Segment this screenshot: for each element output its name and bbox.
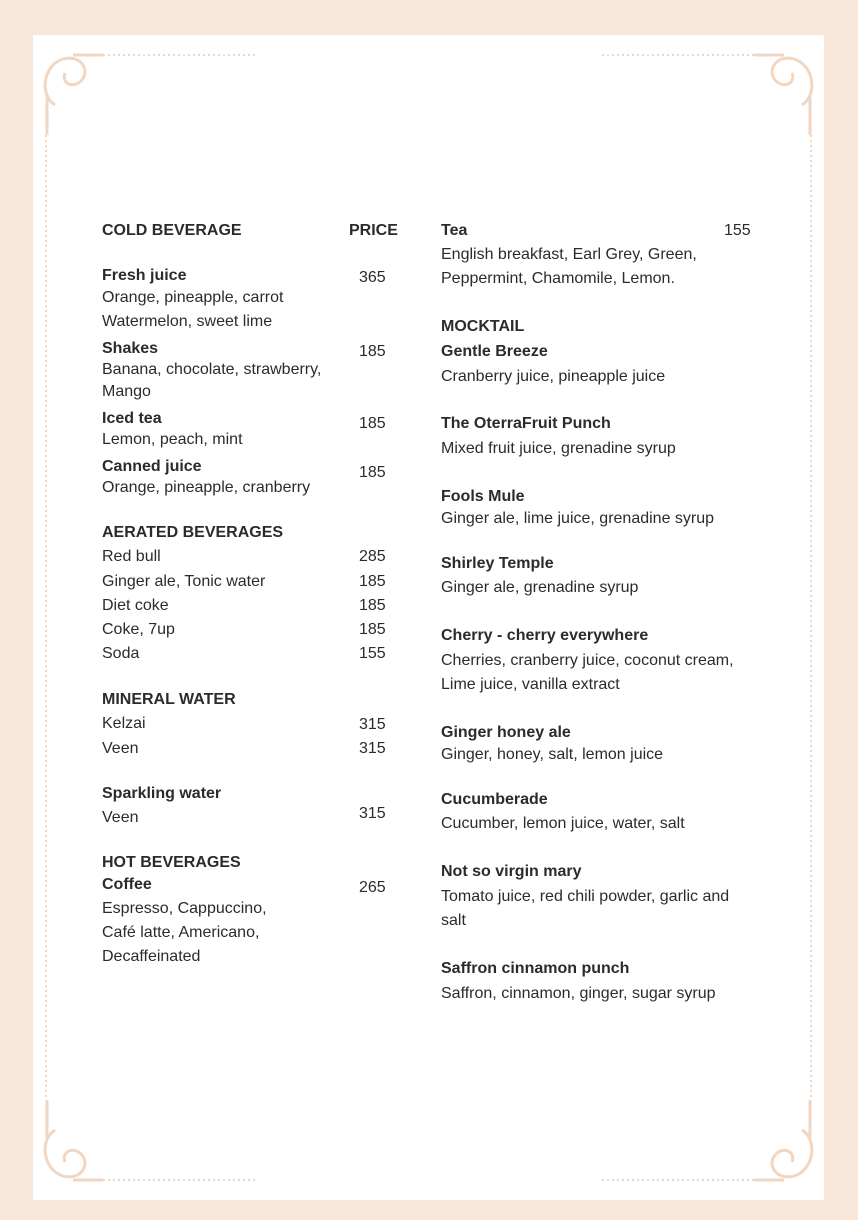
list-item: Soda [102,645,140,662]
item-desc: Watermelon, sweet lime [102,313,273,330]
sparkling-heading: Sparkling water [102,785,222,802]
item-price: 365 [359,269,386,286]
item-name: Iced tea [102,410,162,427]
aerated-heading: AERATED BEVERAGES [102,524,284,541]
list-item: Red bull [102,548,161,565]
item-name: Cherry - cherry everywhere [441,627,649,644]
item-desc: Tomato juice, red chili powder, garlic and [441,888,730,905]
item-name: Fresh juice [102,267,187,284]
item-desc: English breakfast, Earl Grey, Green, [441,246,697,263]
item-desc: salt [441,912,466,929]
item-name: Shakes [102,340,159,357]
item-name: Tea [441,222,468,239]
item-price: 185 [359,343,386,360]
list-item: Veen [102,809,139,826]
item-desc: Banana, chocolate, strawberry, [102,361,322,378]
item-desc: Orange, pineapple, carrot [102,289,284,306]
cold-beverage-heading: COLD BEVERAGE [102,222,242,239]
item-name: Fools Mule [441,488,525,505]
item-name: Ginger honey ale [441,724,571,741]
item-desc: Decaffeinated [102,948,201,965]
item-price: 185 [359,573,386,590]
item-desc: Espresso, Cappuccino, [102,900,267,917]
item-desc: Peppermint, Chamomile, Lemon. [441,270,675,287]
item-desc: Saffron, cinnamon, ginger, sugar syrup [441,985,716,1002]
item-name: Gentle Breeze [441,343,548,360]
item-desc: Cucumber, lemon juice, water, salt [441,815,685,832]
mineral-heading: MINERAL WATER [102,691,236,708]
item-desc: Café latte, Americano, [102,924,260,941]
item-name: Saffron cinnamon punch [441,960,630,977]
item-price: 185 [359,597,386,614]
item-desc: Lemon, peach, mint [102,431,243,448]
item-price: 265 [359,879,386,896]
item-price: 155 [359,645,386,662]
list-item: Diet coke [102,597,169,614]
item-desc: Ginger ale, lime juice, grenadine syrup [441,510,715,527]
price-heading: PRICE [349,222,398,239]
item-price: 315 [359,740,386,757]
list-item: Veen [102,740,139,757]
item-price: 185 [359,621,386,638]
item-desc: Orange, pineapple, cranberry [102,479,311,496]
list-item: Kelzai [102,715,146,732]
item-desc: Lime juice, vanilla extract [441,676,620,693]
list-item: Coke, 7up [102,621,175,638]
list-item: Ginger ale, Tonic water [102,573,266,590]
item-price: 315 [359,716,386,733]
item-name: Cucumberade [441,791,548,808]
item-desc: Ginger ale, grenadine syrup [441,579,639,596]
item-price: 185 [359,415,386,432]
item-name: Canned juice [102,458,202,475]
item-name: The OterraFruit Punch [441,415,611,432]
item-desc: Mango [102,383,151,400]
item-name: Shirley Temple [441,555,554,572]
mocktail-heading: MOCKTAIL [441,318,525,335]
hot-heading: HOT BEVERAGES [102,854,241,871]
item-price: 155 [724,222,751,239]
item-desc: Ginger, honey, salt, lemon juice [441,746,664,763]
item-name: Not so virgin mary [441,863,582,880]
item-name: Coffee [102,876,152,893]
item-desc: Mixed fruit juice, grenadine syrup [441,440,676,457]
item-desc: Cranberry juice, pineapple juice [441,368,666,385]
item-price: 185 [359,464,386,481]
item-price: 315 [359,805,386,822]
item-price: 285 [359,548,386,565]
item-desc: Cherries, cranberry juice, coconut cream, [441,652,734,669]
